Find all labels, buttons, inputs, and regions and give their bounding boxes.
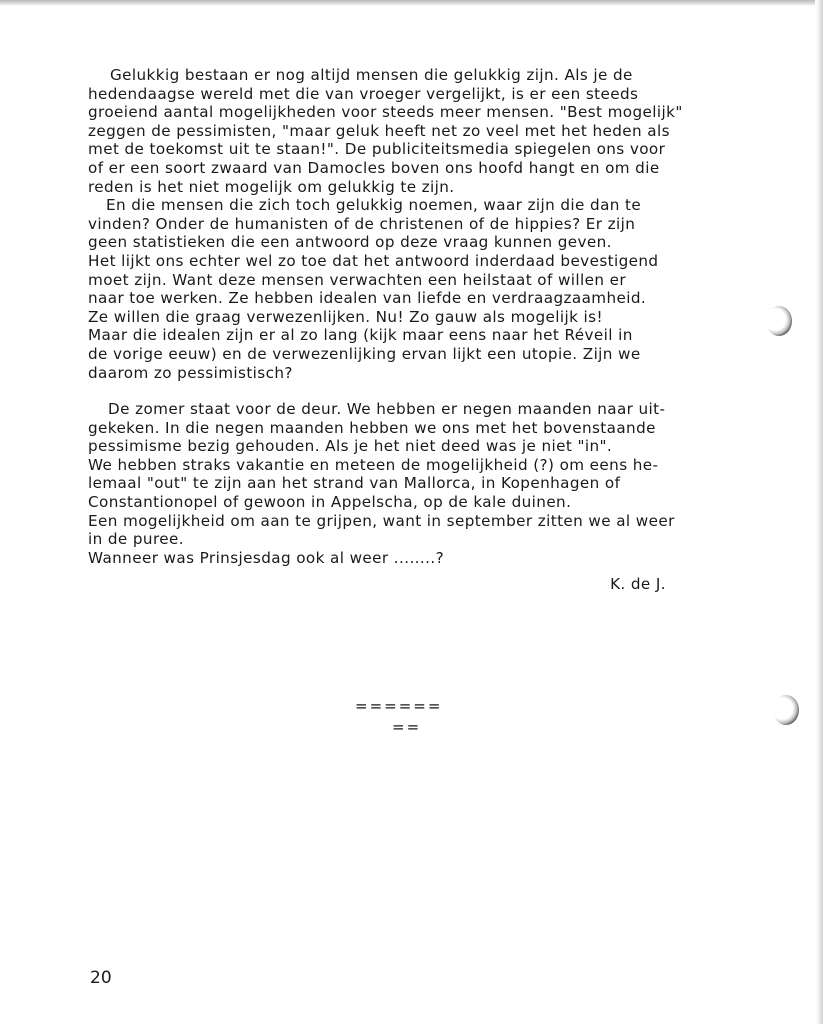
text-line: hedendaagse wereld met die van vroeger vergelijkt, is er een steeds	[88, 84, 639, 103]
text-line: lemaal "out" te zijn aan het strand van Mallorca, in Kopenhagen of	[88, 474, 621, 493]
author-signature: K. de J.	[610, 575, 666, 594]
page-number: 20	[90, 968, 112, 988]
text-line: Het lijkt ons echter wel zo toe dat het antwoord inderdaad bevestigend	[88, 251, 659, 270]
paragraph-2	[88, 400, 738, 567]
text-line: met de toekomst uit te staan!". De publiciteitsmedia spiegelen ons voor	[88, 140, 666, 159]
text-line: Wanneer was Prinsjesdag ook al weer ........?	[88, 548, 445, 567]
text-line: En die mensen die zich toch gelukkig noemen, waar zijn die dan te	[106, 196, 642, 215]
text-line: groeiend aantal mogelijkheden voor steeds meer mensen. "Best mogelijk"	[88, 103, 683, 122]
punch-hole-icon	[766, 306, 792, 336]
paragraph-1	[88, 66, 738, 382]
scan-edge-right	[815, 0, 823, 1024]
text-line: Maar die idealen zijn er al zo lang (kijk maar eens naar het Réveil in	[88, 326, 633, 345]
text-line: naar toe werken. Ze hebben idealen van liefde en verdraagzaamheid.	[88, 289, 647, 308]
text-line: geen statistieken die een antwoord op deze vraag kunnen geven.	[88, 233, 612, 252]
text-line: of er een soort zwaard van Damocles boven ons hoofd hangt en om die	[88, 158, 660, 177]
text-line: We hebben straks vakantie en meteen de mogelijkheid (?) om eens he-	[88, 455, 659, 474]
separator-line-2: ==	[392, 718, 422, 736]
text-line: de vorige eeuw) en de verwezenlijking ervan lijkt een utopie. Zijn we	[88, 344, 641, 363]
paragraph-gap	[88, 382, 738, 400]
text-line: gekeken. In die negen maanden hebben we ons met het bovenstaande	[88, 418, 656, 437]
text-line: zeggen de pessimisten, "maar geluk heeft net zo veel met het heden als	[88, 121, 670, 140]
text-line: in de puree.	[88, 530, 184, 549]
text-line: pessimisme bezig gehouden. Als je het niet deed was je niet "in".	[88, 437, 613, 456]
text-line: De zomer staat voor de deur. We hebben er negen maanden naar uit-	[108, 400, 666, 419]
text-line: Ze willen die graag verwezenlijken. Nu! Zo gauw als mogelijk is!	[88, 307, 603, 326]
article-body	[88, 66, 738, 594]
text-line: Een mogelijkheid om aan te grijpen, want in september zitten we al weer	[88, 511, 675, 530]
scan-edge-top	[0, 0, 823, 6]
text-line: moet zijn. Want deze mensen verwachten een heilstaat of willen er	[88, 270, 627, 289]
text-line: Gelukkig bestaan er nog altijd mensen die gelukkig zijn. Als je de	[110, 66, 633, 84]
text-line: reden is het niet mogelijk om gelukkig te zijn.	[88, 177, 455, 196]
punch-hole-icon	[773, 695, 799, 725]
text-line: vinden? Onder de humanisten of de christenen of de hippies? Er zijn	[88, 214, 636, 233]
separator-line-1: ======	[355, 697, 443, 715]
text-line: daarom zo pessimistisch?	[88, 363, 293, 382]
text-line: Constantionopel of gewoon in Appelscha, op de kale duinen.	[88, 493, 572, 512]
